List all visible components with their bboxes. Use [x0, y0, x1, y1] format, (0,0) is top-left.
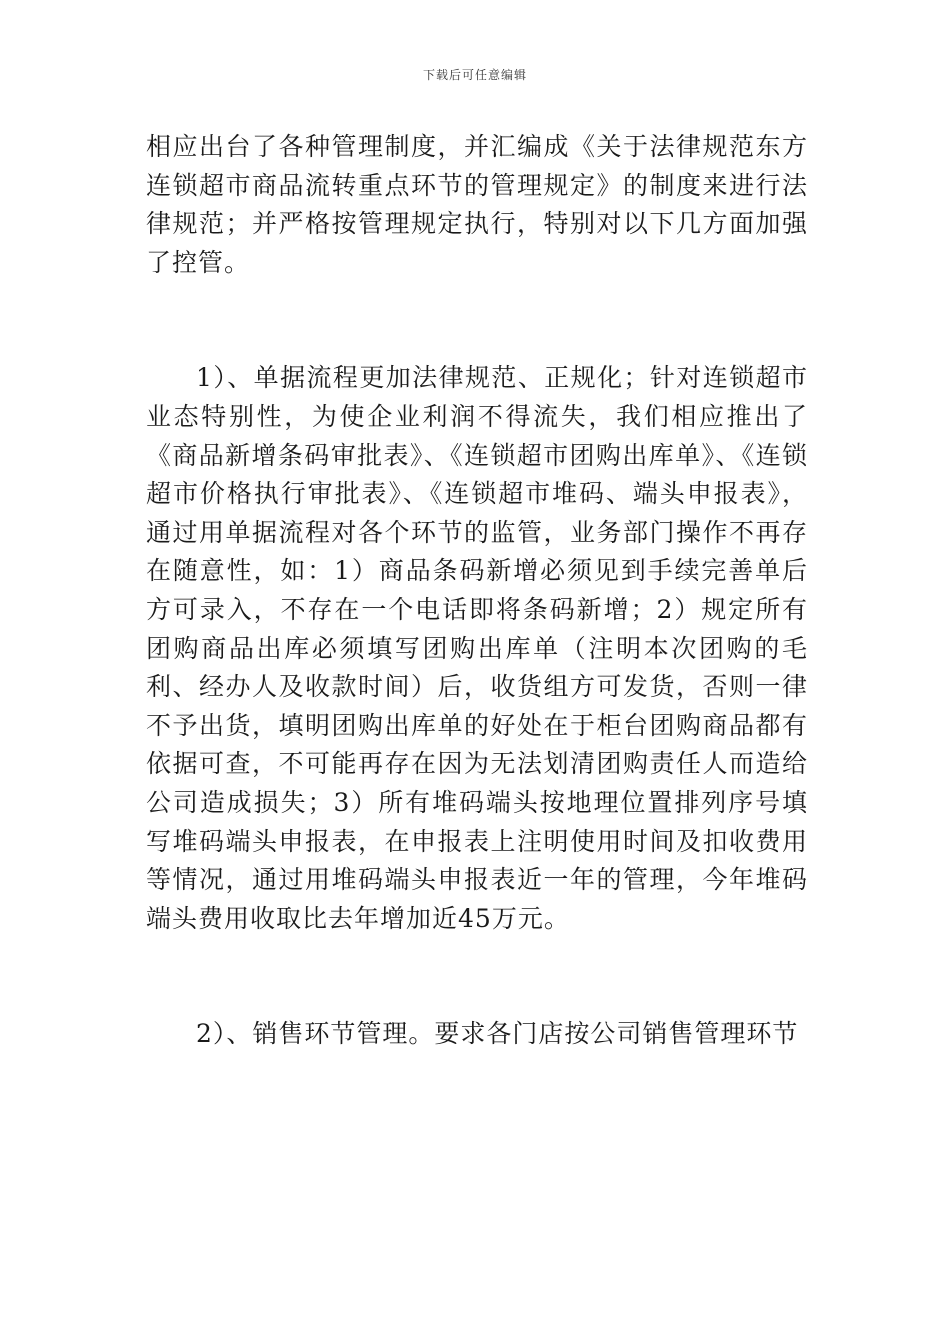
- paragraph-document-flow: 1）、单据流程更加法律规范、正规化；针对连锁超市业态特别性，为使企业利润不得流失，我们相应推出了《商品新增条码审批表》、《连锁超市团购出库单》、《连锁超市价格执行审批表》、《连锁超市堆码、端头申报表》，通过用单据流程对各个环节的监管，业务部门操作不再存在随意性，如：1）商品条码新增必须见到手续完善单后方可录入，不存在一个电话即将条码新增；2）规定所有团购商品出库必须填写团购出库单（注明本次团购的毛利、经办人及收款时间）后，收货组方可发货，否则一律不予出货，填明团购出库单的好处在于柜台团购商品都有依据可查，不可能再存在因为无法划清团购责任人而造给公司造成损失；3）所有堆码端头按地理位置排列序号填写堆码端头申报表，在申报表上注明使用时间及扣收费用等情况，通过用堆码端头申报表近一年的管理，今年堆码端头费用收取比去年增加近45万元。: [146, 363, 808, 933]
- page-header: 下载后可任意编辑: [422, 68, 527, 82]
- paragraph-intro: 相应出台了各种管理制度，并汇编成《关于法律规范东方连锁超市商品流转重点环节的管理规定》的制度来进行法律规范；并严格按管理规定执行，特别对以下几方面加强了控管。: [146, 132, 808, 277]
- paragraph-sales-management: 2）、销售环节管理。要求各门店按公司销售管理环节: [196, 1019, 799, 1049]
- document-body: [146, 128, 808, 1054]
